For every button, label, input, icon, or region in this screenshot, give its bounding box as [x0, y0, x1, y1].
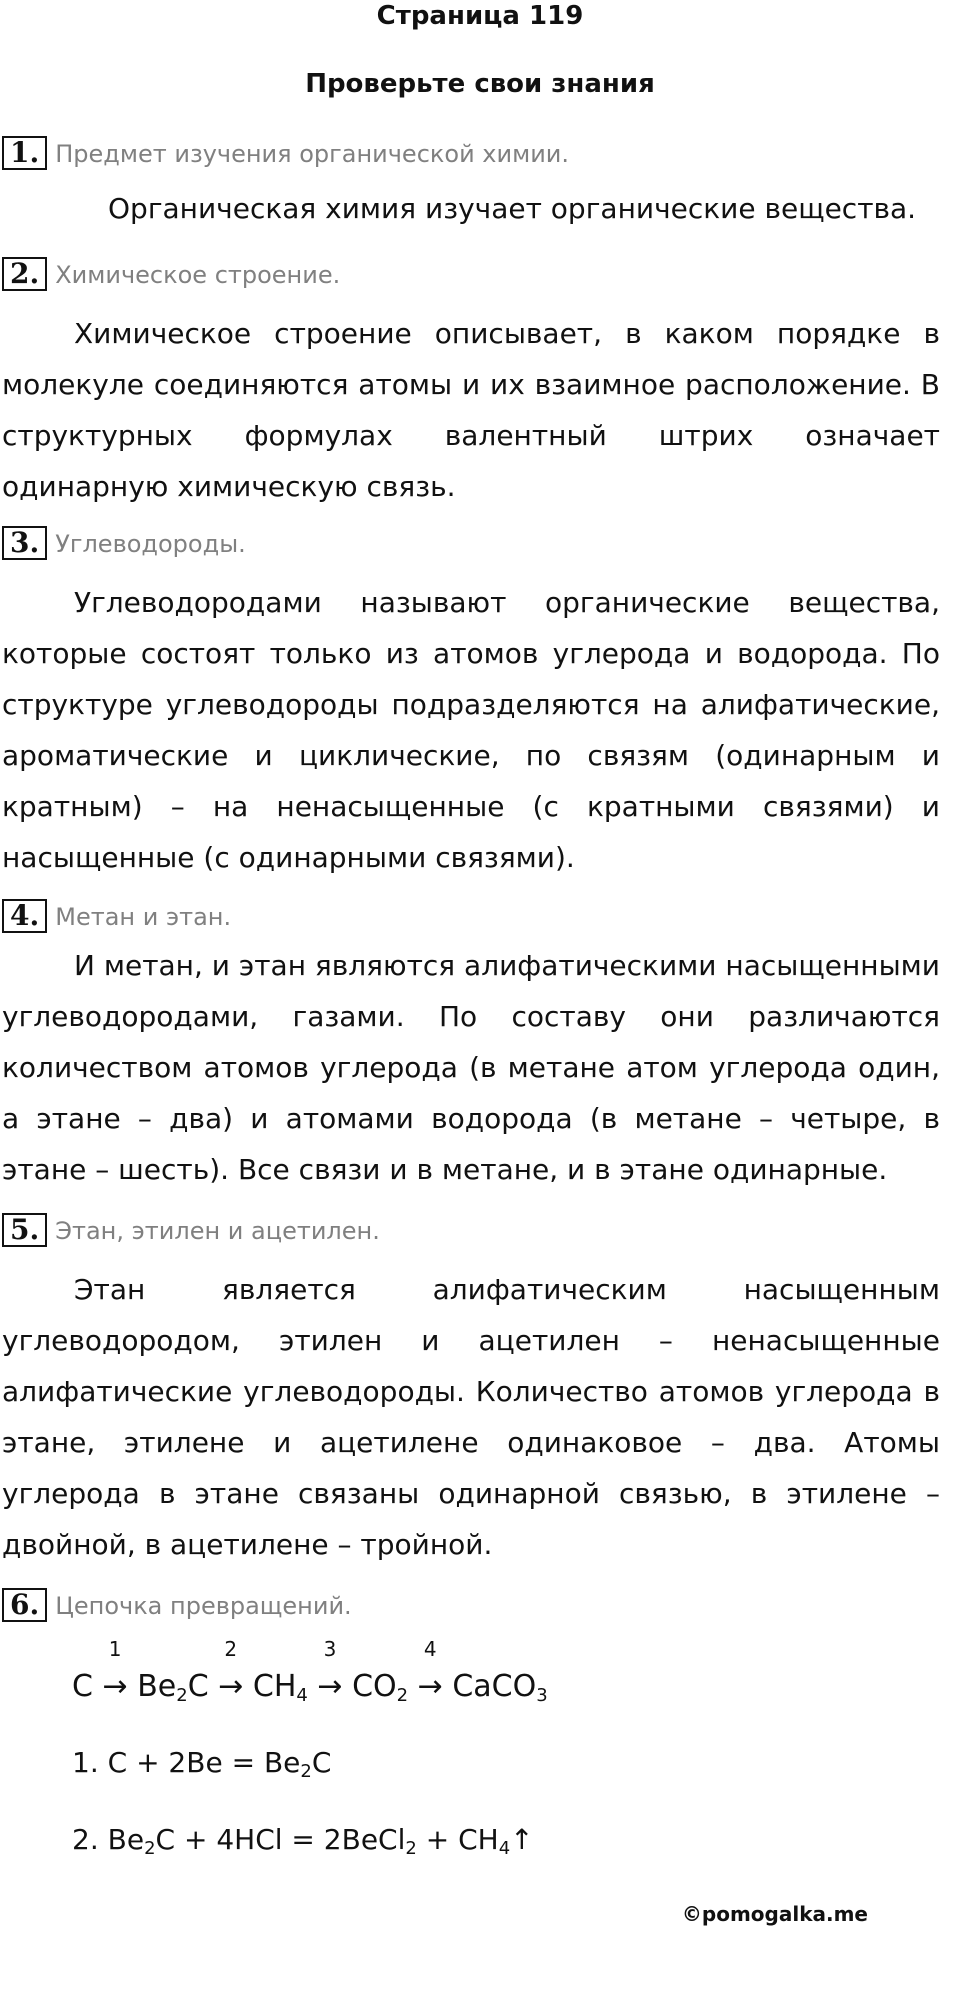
- section-title: Проверьте свои знания: [305, 69, 655, 99]
- chain-step-number: 4: [423, 1637, 437, 1661]
- question-3-header: [2, 526, 960, 561]
- answer-3: Углеводородами называют органические вещества, которые состоят только из атомов углерода и водорода. По структуре углеводороды подразделяются на алифатические, ароматические и циклические, по связям (одинарным и кратным) – на ненасыщенные (с кратными связями) и насыщенные (с одинарными связями).: [2, 586, 940, 874]
- answer-1: Органическая химия изучает органические вещества.: [108, 192, 917, 225]
- question-number: 3.: [2, 526, 47, 560]
- question-2-header: [2, 257, 960, 292]
- watermark: ©pomogalka.me: [681, 1902, 868, 1926]
- answer-5: Этан является алифатическим насыщенным углеводородом, этилен и ацетилен – ненасыщенные алифатические углеводороды. Количество атомов углерода в этане, этилене и ацетилене одинаковое – два. Атомы углерода в этане связаны одинарной связью, в этилене – двойной, в ацетилене – тройной.: [2, 1273, 940, 1561]
- equation-2: 2. $Be_2C + 4HCl$ = 2BeCl$_2$ + $CH_4↑$: [72, 1823, 534, 1859]
- chain-arrow: → 3: [317, 1637, 343, 1704]
- chain-step-number: 2: [224, 1637, 238, 1661]
- question-prompt: Метан и этан.: [55, 903, 232, 931]
- question-number: 5.: [2, 1213, 47, 1247]
- question-prompt: Цепочка превращений.: [55, 1592, 352, 1620]
- chain-compound: $CH_4$: [252, 1669, 308, 1706]
- question-5-header: [2, 1213, 960, 1248]
- chain-compound: CaCO$_3$: [452, 1669, 548, 1706]
- equation-1: 1. $C + 2Be = Be_2C$: [72, 1746, 332, 1782]
- question-prompt: Химическое строение.: [55, 261, 341, 289]
- reaction-chain: [72, 1637, 960, 1739]
- question-number: 6.: [2, 1588, 47, 1622]
- chain-arrow: → 2: [218, 1637, 244, 1704]
- chain-arrow: → 1: [102, 1637, 128, 1704]
- chain-compound: $CO_2$: [352, 1669, 409, 1706]
- chain-compound: C: [72, 1669, 93, 1704]
- chain-step-number: 3: [323, 1637, 337, 1661]
- question-6-header: [2, 1588, 960, 1623]
- question-prompt: Предмет изучения органической химии.: [55, 140, 570, 168]
- question-number: 1.: [2, 136, 47, 170]
- question-number: 4.: [2, 899, 47, 933]
- question-prompt: Этан, этилен и ацетилен.: [55, 1217, 380, 1245]
- chain-arrow: → 4: [417, 1637, 443, 1704]
- answer-4: И метан, и этан являются алифатическими насыщенными углеводородами, газами. По составу они различаются количеством атомов углерода (в метане атом углерода один, а этане – два) и атомами водорода (в метане – четыре, в этане – шесть). Все связи и в метане, и в этане одинарные.: [2, 949, 940, 1186]
- page-title: Страница 119: [376, 1, 584, 31]
- question-1-header: [2, 136, 960, 171]
- question-number: 2.: [2, 257, 47, 291]
- question-prompt: Углеводороды.: [55, 530, 246, 558]
- chain-step-number: 1: [108, 1637, 122, 1661]
- answer-2: Химическое строение описывает, в каком порядке в молекуле соединяются атомы и их взаимное расположение. В структурных формулах валентный штрих означает одинарную химическую связь.: [2, 317, 940, 503]
- question-4-header: [2, 899, 960, 934]
- chain-compound: $Be_2C$: [137, 1669, 209, 1706]
